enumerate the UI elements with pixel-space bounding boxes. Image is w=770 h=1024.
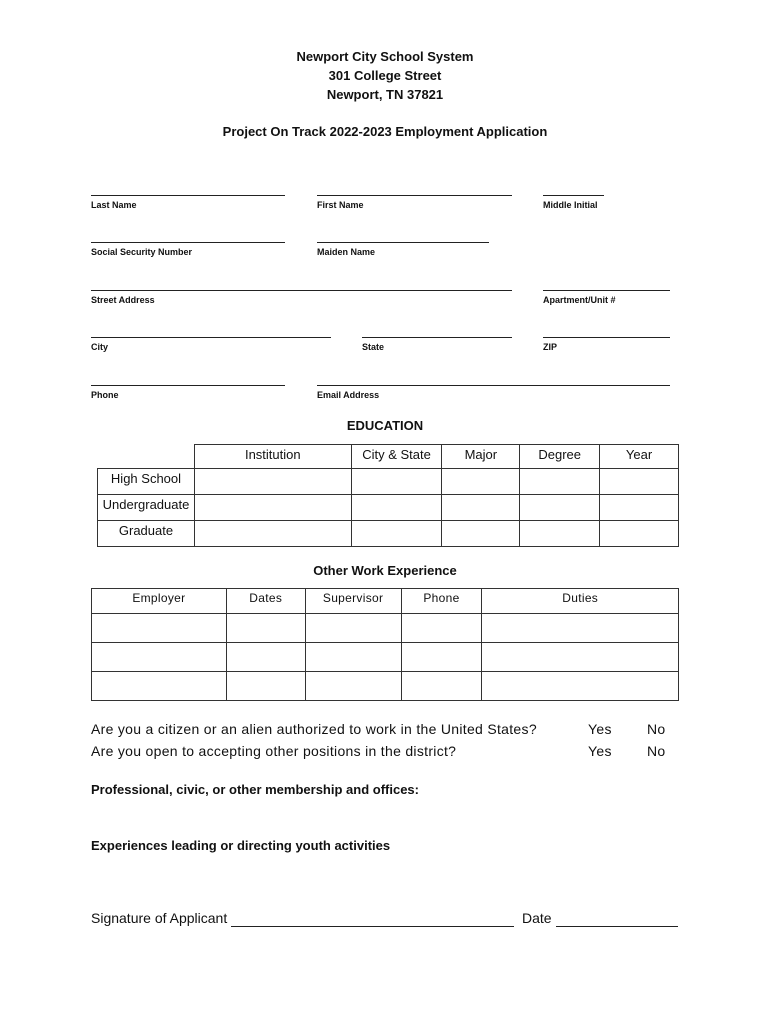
last-name-field[interactable] <box>91 195 285 196</box>
zip-field[interactable] <box>543 337 670 338</box>
education-row-graduate <box>98 521 679 547</box>
col-year: Year <box>600 445 679 469</box>
org-city: Newport, TN 37821 <box>326 87 444 102</box>
col-dates: Dates <box>226 589 305 614</box>
city-label: City <box>91 342 109 352</box>
row-label-undergraduate: Undergraduate <box>98 495 195 521</box>
education-row-undergraduate <box>98 495 679 521</box>
edu-cell[interactable] <box>520 469 600 495</box>
middle-initial-label: Middle Initial <box>543 200 598 210</box>
ssn-field[interactable] <box>91 242 285 243</box>
col-phone: Phone <box>401 589 482 614</box>
work-cell[interactable] <box>401 672 482 701</box>
work-header-row <box>92 589 679 614</box>
maiden-name-label: Maiden Name <box>317 247 376 257</box>
positions-no-option[interactable]: No <box>647 743 666 759</box>
work-table <box>91 588 679 701</box>
edu-cell[interactable] <box>600 469 679 495</box>
work-cell[interactable] <box>305 672 401 701</box>
col-institution: Institution <box>194 445 351 469</box>
work-cell[interactable] <box>92 672 227 701</box>
work-cell[interactable] <box>482 672 679 701</box>
work-cell[interactable] <box>92 643 227 672</box>
work-cell[interactable] <box>401 614 482 643</box>
last-name-label: Last Name <box>91 200 137 210</box>
row-label-graduate: Graduate <box>98 521 195 547</box>
ssn-label: Social Security Number <box>91 247 193 257</box>
work-cell[interactable] <box>482 614 679 643</box>
street-address-field[interactable] <box>91 290 512 291</box>
zip-label: ZIP <box>543 342 558 352</box>
middle-initial-field[interactable] <box>543 195 604 196</box>
work-row <box>92 672 679 701</box>
signature-label: Signature of Applicant <box>91 910 228 926</box>
phone-label: Phone <box>91 390 119 400</box>
question-other-positions: Are you open to accepting other positions in the district? <box>91 743 457 759</box>
col-degree: Degree <box>520 445 600 469</box>
education-corner-cell <box>98 445 195 469</box>
date-field[interactable] <box>556 926 678 927</box>
form-title: Project On Track 2022-2023 Employment Application <box>222 124 548 139</box>
row-label-high-school: High School <box>98 469 195 495</box>
edu-cell[interactable] <box>351 521 442 547</box>
edu-cell[interactable] <box>194 495 351 521</box>
work-cell[interactable] <box>305 614 401 643</box>
apartment-label: Apartment/Unit # <box>543 295 616 305</box>
work-cell[interactable] <box>92 614 227 643</box>
work-title: Other Work Experience <box>313 563 457 578</box>
street-address-label: Street Address <box>91 295 155 305</box>
work-cell[interactable] <box>226 643 305 672</box>
state-field[interactable] <box>362 337 512 338</box>
edu-cell[interactable] <box>351 495 442 521</box>
edu-cell[interactable] <box>351 469 442 495</box>
edu-cell[interactable] <box>600 521 679 547</box>
question-citizen: Are you a citizen or an alien authorized to work in the United States? <box>91 721 537 737</box>
apartment-field[interactable] <box>543 290 670 291</box>
city-field[interactable] <box>91 337 331 338</box>
work-cell[interactable] <box>226 614 305 643</box>
work-row <box>92 643 679 672</box>
maiden-name-field[interactable] <box>317 242 489 243</box>
col-employer: Employer <box>92 589 227 614</box>
email-field[interactable] <box>317 385 670 386</box>
org-street: 301 College Street <box>328 68 442 83</box>
phone-field[interactable] <box>91 385 285 386</box>
signature-field[interactable] <box>231 926 514 927</box>
state-label: State <box>362 342 385 352</box>
citizen-no-option[interactable]: No <box>647 721 666 737</box>
membership-label: Professional, civic, or other membership and offices: <box>91 782 419 797</box>
edu-cell[interactable] <box>442 521 520 547</box>
education-header-row <box>98 445 679 469</box>
edu-cell[interactable] <box>442 495 520 521</box>
citizen-yes-option[interactable]: Yes <box>588 721 612 737</box>
first-name-field[interactable] <box>317 195 512 196</box>
org-name: Newport City School System <box>296 49 474 64</box>
education-row-high-school <box>98 469 679 495</box>
edu-cell[interactable] <box>194 521 351 547</box>
edu-cell[interactable] <box>600 495 679 521</box>
col-major: Major <box>442 445 520 469</box>
work-cell[interactable] <box>305 643 401 672</box>
edu-cell[interactable] <box>520 495 600 521</box>
edu-cell[interactable] <box>520 521 600 547</box>
email-label: Email Address <box>317 390 380 400</box>
col-duties: Duties <box>482 589 679 614</box>
education-title: EDUCATION <box>346 418 424 433</box>
work-cell[interactable] <box>226 672 305 701</box>
work-cell[interactable] <box>482 643 679 672</box>
col-supervisor: Supervisor <box>305 589 401 614</box>
work-row <box>92 614 679 643</box>
youth-activities-label: Experiences leading or directing youth activities <box>91 838 391 853</box>
edu-cell[interactable] <box>442 469 520 495</box>
edu-cell[interactable] <box>194 469 351 495</box>
education-table <box>97 444 679 547</box>
work-cell[interactable] <box>401 643 482 672</box>
col-city-state: City & State <box>351 445 442 469</box>
first-name-label: First Name <box>317 200 364 210</box>
date-label: Date <box>522 910 552 926</box>
positions-yes-option[interactable]: Yes <box>588 743 612 759</box>
